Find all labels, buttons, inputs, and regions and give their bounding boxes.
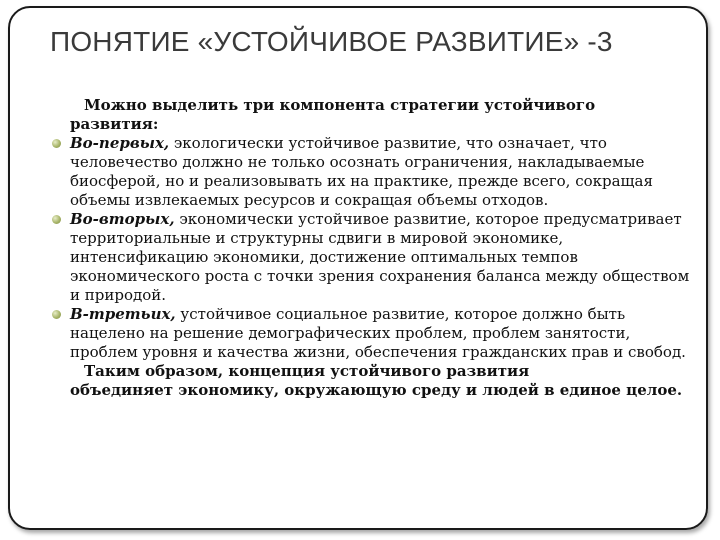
- bullet-lead: Во-первых,: [70, 134, 170, 152]
- bullet-lead: Во-вторых,: [70, 210, 175, 228]
- slide-body: [52, 96, 692, 400]
- bullet-lead: В-третьих,: [70, 305, 176, 323]
- slide-title: ПОНЯТИЕ «УСТОЙЧИВОЕ РАЗВИТИЕ» -3: [50, 26, 613, 57]
- intro-line-2: развития:: [70, 115, 159, 133]
- bullet-text: устойчивое социальное развитие, которое должно быть нацелено на решение демографических проблем, проблем занятости, проблем уровня и качества жизни, обеспечения гражданских прав и свобод.: [70, 305, 686, 361]
- conclusion-paragraph: [52, 362, 692, 400]
- intro-line-1: Можно выделить три компонента стратегии устойчивого: [84, 96, 596, 114]
- conclusion-line-1: Таким образом, концепция устойчивого развития: [84, 362, 530, 380]
- bullet-item-third: [52, 305, 692, 362]
- olive-dot-bullet-icon: [52, 139, 61, 148]
- bullet-item-first: [52, 134, 692, 210]
- intro-paragraph: [52, 96, 692, 134]
- olive-dot-bullet-icon: [52, 215, 61, 224]
- bullet-text: экономически устойчивое развитие, которое предусматривает территориальные и структурны сдвиги в мировой экономике, интенсификацию экономики, достижение оптимальных темпов экономического роста с точки зрения сохранения баланса между обществом и природой.: [70, 210, 690, 304]
- bullet-text: экологически устойчивое развитие, что означает, что человечество должно не только осознать ограничения, накладываемые биосферой, но и реализовывать их на практике, прежде всего, сокращая объемы извлекаемых ресурсов и сокращая объемы отходов.: [70, 134, 653, 209]
- bullet-item-second: [52, 210, 692, 305]
- olive-dot-bullet-icon: [52, 310, 61, 319]
- conclusion-line-2: объединяет экономику, окружающую среду и людей в единое целое.: [70, 381, 683, 399]
